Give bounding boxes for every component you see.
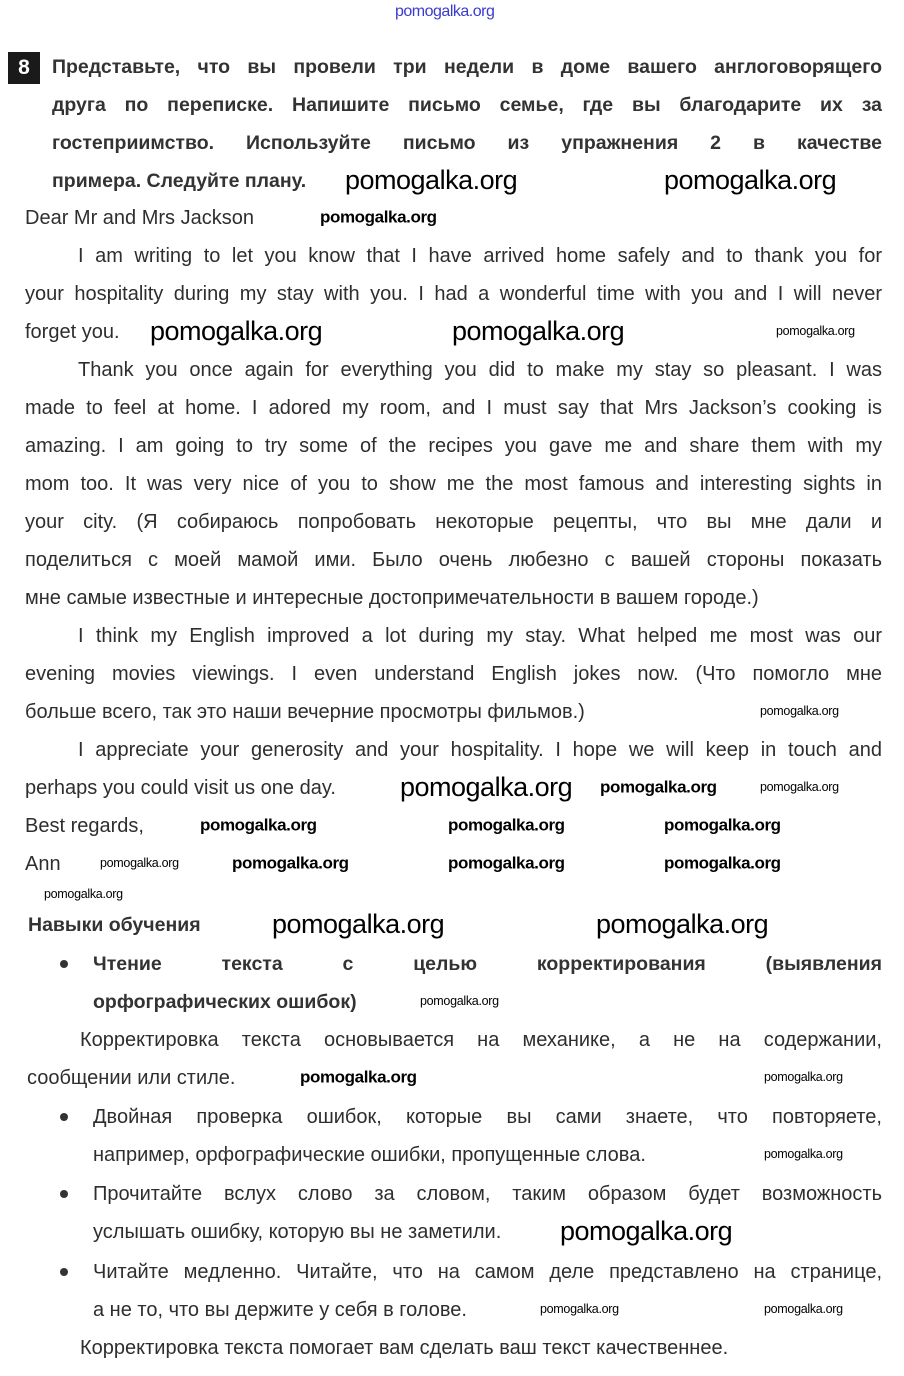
letter-line: поделиться с моей мамой ими. Было очень любезно с вашей стороны показать — [25, 549, 882, 571]
letter-line: perhaps you could visit us one day. — [25, 777, 336, 799]
letter-signature: Ann — [25, 853, 61, 875]
watermark: pomogalka.org — [764, 1070, 843, 1085]
watermark: pomogalka.org — [200, 815, 317, 835]
instruction-line: Представьте, что вы провели три недели в доме вашего англоговорящего — [52, 56, 882, 78]
letter-line: больше всего, так это наши вечерние просмотры фильмов.) — [25, 701, 585, 723]
skills-bullet-line: Читайте медленно. Читайте, что на самом деле представлено на странице, — [93, 1261, 882, 1283]
watermark: pomogalka.org — [776, 324, 855, 339]
letter-line: I think my English improved a lot during my stay. What helped me most was our — [78, 625, 882, 647]
letter-greeting: Dear Mr and Mrs Jackson — [25, 207, 254, 229]
skills-bullet-heading: орфографических ошибок) — [93, 991, 357, 1013]
watermark: pomogalka.org — [540, 1302, 619, 1317]
watermark: pomogalka.org — [760, 780, 839, 795]
exercise-number: 8 — [8, 52, 40, 84]
bullet-icon — [60, 960, 68, 968]
letter-line: Thank you once again for everything you did to make my stay so pleasant. I was — [78, 359, 882, 381]
letter-line: your hospitality during my stay with you. I had a wonderful time with you and I will never — [25, 283, 882, 305]
watermark: pomogalka.org — [44, 887, 123, 902]
letter-line: I am writing to let you know that I have arrived home safely and to thank you for — [78, 245, 882, 267]
watermark: pomogalka.org — [448, 815, 565, 835]
letter-line: forget you. — [25, 321, 120, 343]
letter-line: мне самые известные и интересные достопримечательности в вашем городе.) — [25, 587, 759, 609]
watermark-top[interactable]: pomogalka.org — [395, 3, 495, 21]
letter-line: evening movies viewings. I even understand English jokes now. (Что помогло мне — [25, 663, 882, 685]
watermark: pomogalka.org — [150, 316, 323, 347]
watermark: pomogalka.org — [300, 1067, 417, 1087]
watermark: pomogalka.org — [596, 909, 769, 940]
watermark: pomogalka.org — [420, 994, 499, 1009]
watermark: pomogalka.org — [272, 909, 445, 940]
watermark: pomogalka.org — [560, 1216, 733, 1247]
letter-line: your city. (Я собираюсь попробовать некоторые рецепты, что вы мне дали и — [25, 511, 882, 533]
watermark: pomogalka.org — [100, 856, 179, 871]
letter-line: amazing. I am going to try some of the recipes you gave me and share them with my — [25, 435, 882, 457]
watermark: pomogalka.org — [664, 165, 837, 196]
letter-line: made to feel at home. I adored my room, and I must say that Mrs Jackson’s cooking is — [25, 397, 882, 419]
watermark: pomogalka.org — [400, 772, 573, 803]
skills-bullet-line: Двойная проверка ошибок, которые вы сами знаете, что повторяете, — [93, 1106, 882, 1128]
skills-line: Корректировка текста помогает вам сделать ваш текст качественнее. — [80, 1337, 729, 1359]
watermark: pomogalka.org — [664, 815, 781, 835]
watermark: pomogalka.org — [664, 853, 781, 873]
bullet-icon — [60, 1190, 68, 1198]
watermark: pomogalka.org — [600, 777, 717, 797]
letter-closing: Best regards, — [25, 815, 144, 837]
watermark: pomogalka.org — [764, 1302, 843, 1317]
skills-bullet-heading: Чтение текста с целью корректирования (выявления — [93, 953, 882, 975]
skills-bullet-line: а не то, что вы держите у себя в голове. — [93, 1299, 467, 1321]
skills-line: Корректировка текста основывается на механике, а не на содержании, — [80, 1029, 882, 1051]
watermark: pomogalka.org — [345, 165, 518, 196]
watermark: pomogalka.org — [452, 316, 625, 347]
bullet-icon — [60, 1268, 68, 1276]
skills-bullet-line: услышать ошибку, которую вы не заметили. — [93, 1221, 502, 1243]
instruction-line: примера. Следуйте плану. — [52, 170, 307, 192]
watermark: pomogalka.org — [448, 853, 565, 873]
watermark: pomogalka.org — [232, 853, 349, 873]
watermark: pomogalka.org — [760, 704, 839, 719]
skills-line: сообщении или стиле. — [27, 1067, 236, 1089]
skills-bullet-line: Прочитайте вслух слово за словом, таким образом будет возможность — [93, 1183, 882, 1205]
skills-bullet-line: например, орфографические ошибки, пропущенные слова. — [93, 1144, 646, 1166]
watermark: pomogalka.org — [320, 207, 437, 227]
instruction-line: гостеприимство. Используйте письмо из упражнения 2 в качестве — [52, 132, 882, 154]
letter-line: mom too. It was very nice of you to show me the most famous and interesting sights in — [25, 473, 882, 495]
skills-title: Навыки обучения — [28, 914, 201, 936]
watermark: pomogalka.org — [764, 1147, 843, 1162]
letter-line: I appreciate your generosity and your hospitality. I hope we will keep in touch and — [78, 739, 882, 761]
bullet-icon — [60, 1113, 68, 1121]
instruction-line: друга по переписке. Напишите письмо семье, где вы благодарите их за — [52, 94, 882, 116]
